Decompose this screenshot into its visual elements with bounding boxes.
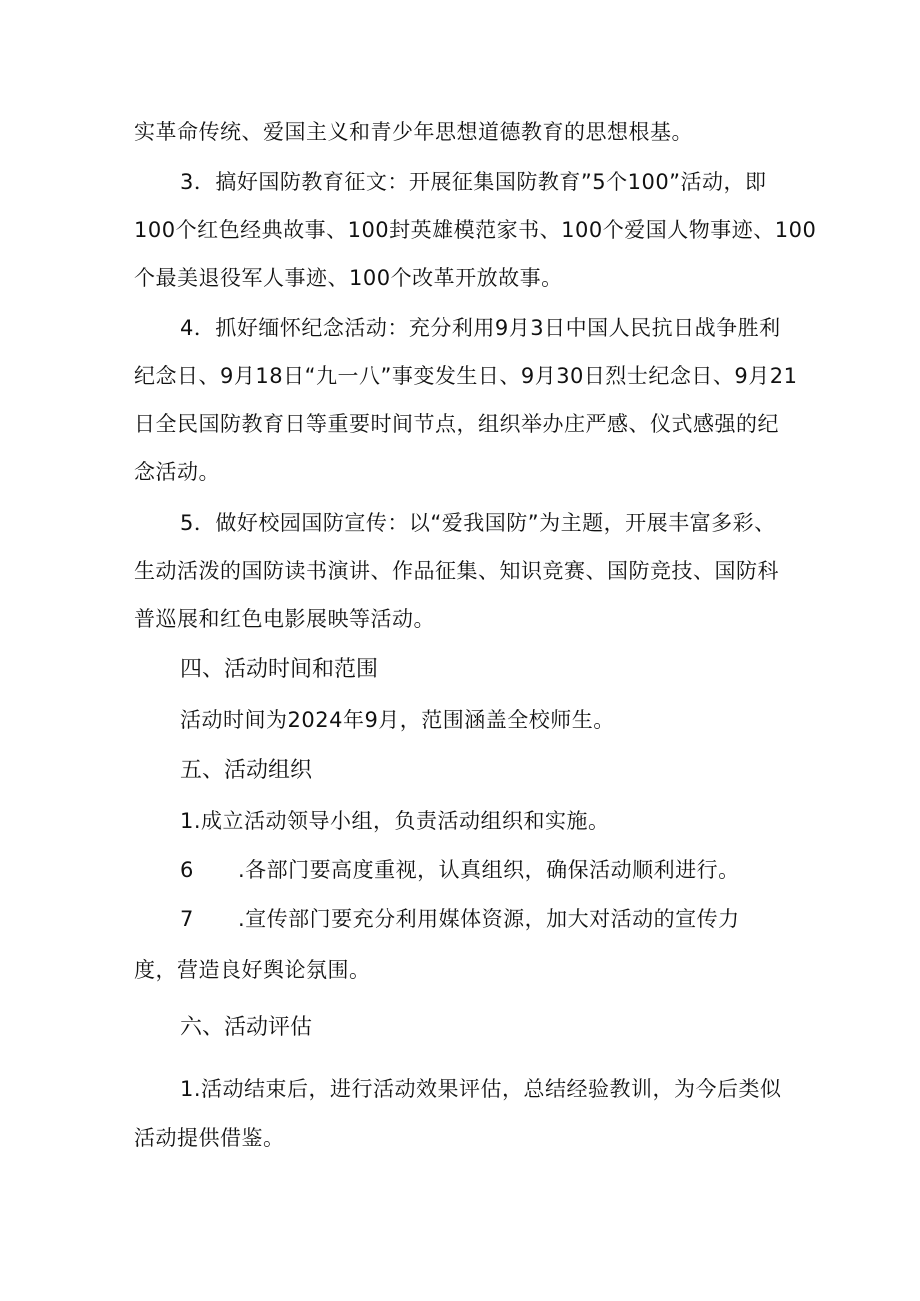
section-4-heading: 四、活动时间和范围 xyxy=(180,657,379,682)
section-6-heading: 六、活动评估 xyxy=(180,1015,313,1040)
section-5-item-3-text: .宣传部门要充分利用媒体资源，加大对活动的宣传力 xyxy=(238,907,740,931)
section-5-item-3-number: 7 xyxy=(180,907,194,931)
paragraph-4-line-4: 念活动。 xyxy=(134,460,220,484)
paragraph-3-line-2: 100个红色经典故事、100封英雄模范家书、100个爱国人物事迹、100 xyxy=(134,218,817,242)
paragraph-4-line-1: 4．抓好缅怀纪念活动：充分利用9月3日中国人民抗日战争胜利 xyxy=(180,316,781,340)
section-5-item-1: 1.成立活动领导小组，负责活动组织和实施。 xyxy=(180,809,610,833)
section-5-item-3-continuation: 度，营造良好舆论氛围。 xyxy=(134,958,371,982)
paragraph-5-line-3: 普巡展和红色电影展映等活动。 xyxy=(134,607,435,631)
section-5-item-3 xyxy=(180,904,840,934)
paragraph-5-line-2: 生动活泼的国防读书演讲、作品征集、知识竞赛、国防竞技、国防科 xyxy=(134,559,779,583)
paragraph-5-line-1: 5．做好校园国防宣传：以“爱我国防”为主题，开展丰富多彩、 xyxy=(180,511,776,535)
section-6-item-1-line-2: 活动提供借鉴。 xyxy=(134,1126,285,1150)
section-6-item-1-line-1: 1.活动结束后，进行活动效果评估，总结经验教训，为今后类似 xyxy=(180,1077,782,1101)
paragraph-intro-line: 实革命传统、爱国主义和青少年思想道德教育的思想根基。 xyxy=(134,120,693,144)
section-5-item-2-text: .各部门要高度重视，认真组织，确保活动顺利进行。 xyxy=(238,858,740,882)
section-4-body: 活动时间为2024年9月，范围涵盖全校师生。 xyxy=(180,708,615,732)
paragraph-4-line-2: 纪念日、9月18日“九一八”事变发生日、9月30日烈士纪念日、9月21 xyxy=(134,364,798,388)
paragraph-3-line-1: 3．搞好国防教育征文：开展征集国防教育”5个100”活动，即 xyxy=(180,170,767,194)
section-5-item-2 xyxy=(180,855,840,885)
section-5-item-2-number: 6 xyxy=(180,858,194,882)
section-5-heading: 五、活动组织 xyxy=(180,758,313,783)
paragraph-3-line-3: 个最美退役军人事迹、100个改革开放故事。 xyxy=(134,266,563,290)
paragraph-4-line-3: 日全民国防教育日等重要时间节点，组织举办庄严感、仪式感强的纪 xyxy=(134,412,779,436)
